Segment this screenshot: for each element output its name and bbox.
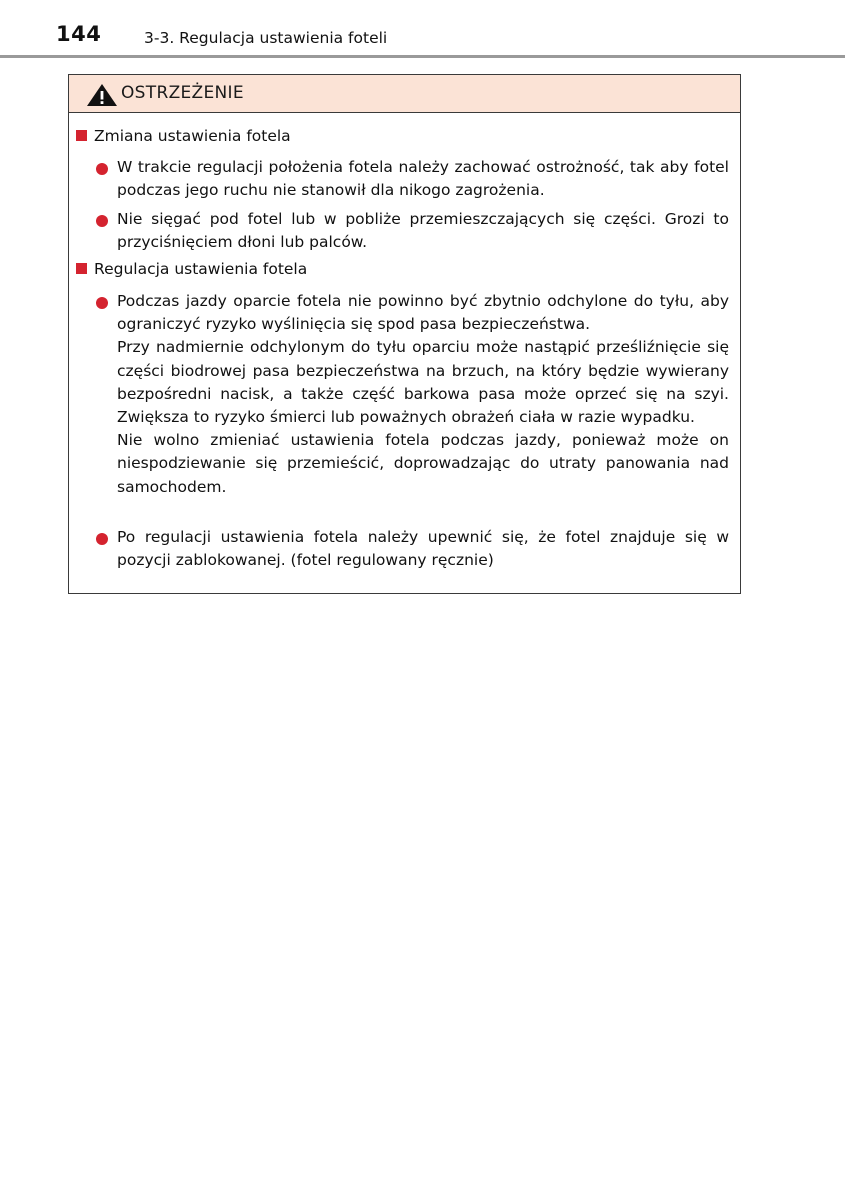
bullet-item [94, 208, 729, 254]
red-dot-icon [96, 533, 108, 545]
page-header [0, 0, 845, 58]
section-title: 3-3. Regulacja ustawienia foteli [144, 29, 388, 47]
section-heading-text: Regulacja ustawienia fotela [94, 260, 308, 278]
bullet-paragraph: Nie wolno zmieniać ustawienia fotela podczas jazdy, ponieważ może on niespodziewanie się przemieścić, doprowadzając do utraty panowania nad samochodem. [117, 431, 729, 496]
bullet-paragraph: Podczas jazdy oparcie fotela nie powinno być zbytnio odchylone do tyłu, aby ograniczyć ryzyko wyślinięcia się spod pasa bezpieczeństwa. [117, 292, 729, 334]
bullet-item [94, 526, 729, 572]
red-square-icon [76, 263, 87, 274]
bullet-item [94, 290, 729, 499]
bullet-item [94, 156, 729, 202]
warning-triangle-icon [86, 83, 118, 107]
section-heading [76, 260, 307, 278]
warning-title: OSTRZEŻENIE [121, 83, 244, 103]
red-dot-icon [96, 163, 108, 175]
bullet-paragraph: Przy nadmiernie odchylonym do tyłu oparciu może nastąpić prześliźnięcie się części biodrowej pasa bezpieczeństwa na brzuch, na który będzie wywierany bezpośredni nacisk, a także część barkowa pasa może oprzeć się na szyi. Zwiększa to ryzyko śmierci lub poważnych obrażeń ciała w razie wypadku. [117, 338, 729, 427]
header-rule [0, 55, 845, 58]
red-square-icon [76, 130, 87, 141]
section-heading-text: Zmiana ustawienia fotela [94, 127, 291, 145]
red-dot-icon [96, 297, 108, 309]
page-number: 144 [56, 22, 102, 46]
bullet-paragraph: W trakcie regulacji położenia fotela należy zachować ostrożność, tak aby fotel podczas jego ruchu nie stanowił dla nikogo zagrożenia. [117, 158, 729, 200]
warning-header [69, 75, 740, 113]
warning-box [68, 74, 741, 594]
red-dot-icon [96, 215, 108, 227]
section-heading [76, 127, 291, 145]
bullet-paragraph: Po regulacji ustawienia fotela należy upewnić się, że fotel znajduje się w pozycji zablokowanej. (fotel regulowany ręcznie) [117, 528, 729, 570]
bullet-paragraph: Nie sięgać pod fotel lub w pobliże przemieszczających się części. Grozi to przyciśnięciem dłoni lub palców. [117, 210, 729, 252]
